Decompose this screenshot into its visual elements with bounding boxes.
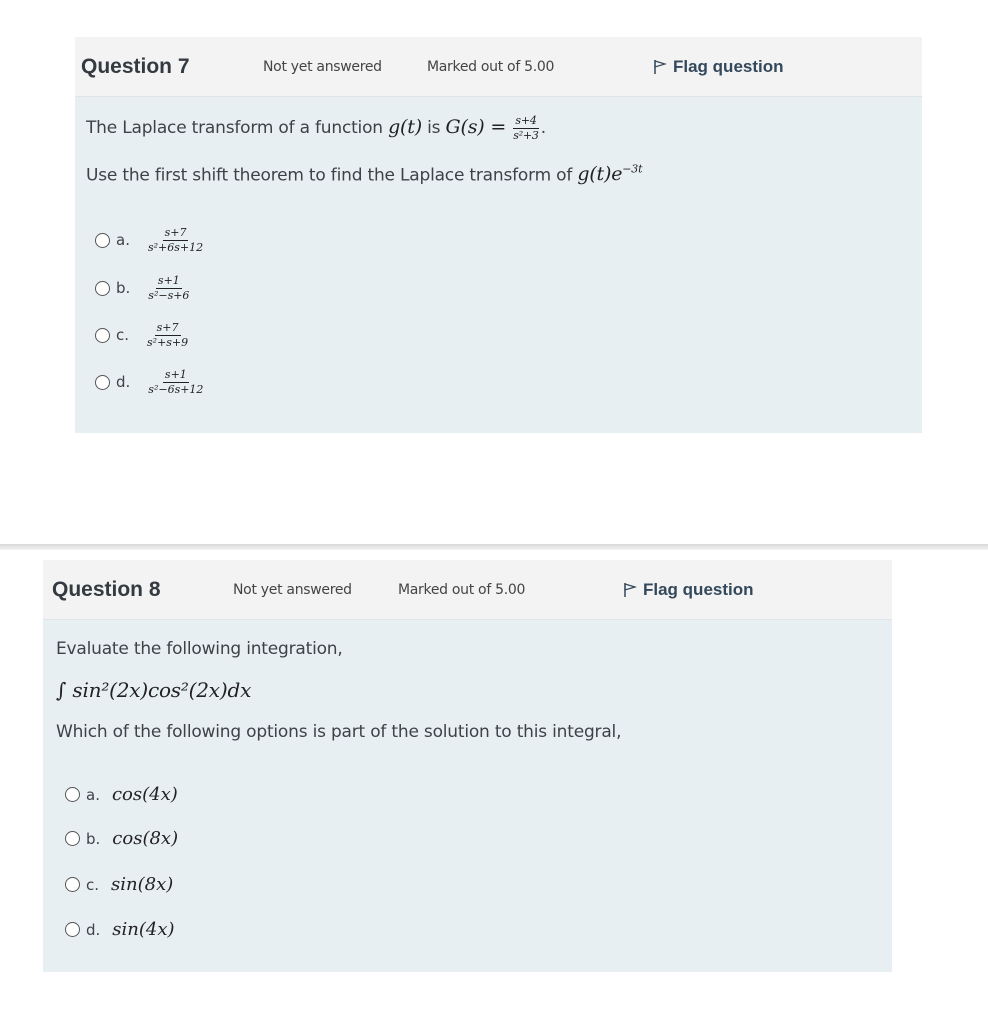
option-label: d. <box>116 373 131 392</box>
option-b[interactable] <box>95 275 191 301</box>
flag-icon <box>623 582 637 598</box>
question-text: Use the first shift theorem to find the Laplace transform of <box>86 165 573 186</box>
option-a[interactable] <box>95 227 205 253</box>
fraction-numerator: s+1 <box>157 274 180 287</box>
option-fraction <box>146 275 191 301</box>
question-8-card <box>43 560 892 972</box>
math-fraction <box>511 115 540 141</box>
question-text: The Laplace transform of a function <box>86 118 383 139</box>
flag-question-button[interactable] <box>653 57 784 77</box>
fraction-denominator: s²+s+9 <box>147 335 189 349</box>
option-label: c. <box>86 875 100 894</box>
fraction-denominator: s²−s+6 <box>148 288 190 302</box>
math-integral: ∫ sin²(2x)cos²(2x)dx <box>56 678 252 702</box>
option-fraction <box>146 227 205 253</box>
option-label: b. <box>86 829 101 848</box>
option-label: a. <box>86 785 100 804</box>
question-title: Question 7 <box>81 54 190 78</box>
question-title: Question 8 <box>52 577 161 601</box>
option-expression: sin(4x) <box>112 919 175 940</box>
question-text: Evaluate the following integration, <box>56 639 343 659</box>
question-text-is: is <box>427 118 441 139</box>
question-grade: Marked out of 5.00 <box>398 581 526 598</box>
question-8-header <box>43 560 892 620</box>
option-label: c. <box>116 326 130 345</box>
option-d[interactable] <box>95 369 205 395</box>
fraction-numerator: s+4 <box>515 114 537 127</box>
fraction-numerator: s+7 <box>164 226 187 239</box>
option-b[interactable] <box>65 828 178 849</box>
question-7-line-2 <box>86 163 642 185</box>
option-fraction <box>145 322 190 348</box>
question-7-header <box>75 37 922 97</box>
math-g-of-t: g(t) <box>388 116 422 139</box>
question-7-line-1 <box>86 115 546 141</box>
option-fraction <box>146 369 205 395</box>
option-expression: cos(8x) <box>112 828 179 849</box>
math-G-of-s: G(s) = <box>445 116 507 139</box>
question-7-body <box>75 97 922 433</box>
option-c[interactable] <box>65 874 173 895</box>
radio-option-b[interactable] <box>65 831 80 846</box>
flag-icon <box>653 59 667 75</box>
option-expression: cos(4x) <box>111 784 178 805</box>
fraction-numerator: s+7 <box>156 321 179 334</box>
fraction-denominator: s²+3 <box>513 128 539 142</box>
flag-question-label: Flag question <box>643 579 754 599</box>
radio-option-a[interactable] <box>65 787 80 802</box>
question-grade: Marked out of 5.00 <box>427 58 555 75</box>
math-base: g(t)e <box>577 163 623 186</box>
option-c[interactable] <box>95 322 190 348</box>
question-8-body <box>43 620 892 972</box>
page-divider <box>0 544 988 550</box>
fraction-numerator: s+1 <box>164 368 187 381</box>
question-state: Not yet answered <box>263 58 382 75</box>
period: . <box>540 118 546 139</box>
radio-option-c[interactable] <box>65 877 80 892</box>
flag-question-button[interactable] <box>623 580 754 600</box>
radio-option-c[interactable] <box>95 328 110 343</box>
option-a[interactable] <box>65 784 178 805</box>
question-state: Not yet answered <box>233 581 352 598</box>
flag-question-label: Flag question <box>673 56 784 76</box>
fraction-denominator: s²+6s+12 <box>147 240 204 254</box>
fraction-denominator: s²−6s+12 <box>148 382 204 396</box>
math-exponent: −3t <box>622 163 643 176</box>
option-label: a. <box>116 231 130 250</box>
radio-option-d[interactable] <box>95 375 110 390</box>
math-g-t-e <box>577 163 642 185</box>
radio-option-d[interactable] <box>65 922 80 937</box>
option-expression: sin(8x) <box>111 874 174 895</box>
question-text: Which of the following options is part of the solution to this integral, <box>56 722 622 742</box>
option-label: b. <box>116 279 131 298</box>
radio-option-a[interactable] <box>95 233 110 248</box>
option-label: d. <box>86 920 101 939</box>
question-7-card <box>75 37 922 433</box>
option-d[interactable] <box>65 919 175 940</box>
radio-option-b[interactable] <box>95 281 110 296</box>
